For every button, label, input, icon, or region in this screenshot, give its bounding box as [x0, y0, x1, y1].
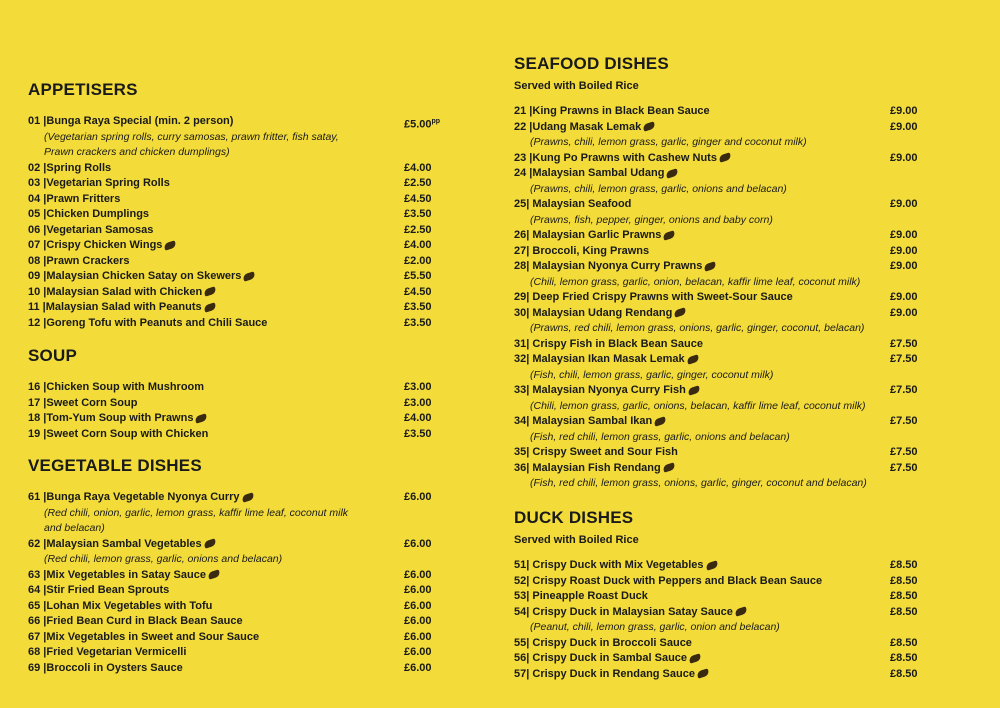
chili-icon	[696, 668, 710, 678]
menu-item	[514, 461, 924, 477]
menu-item	[28, 645, 448, 661]
price-text: £8.50	[890, 590, 918, 602]
duck-subtitle: Served with Boiled Rice	[514, 534, 639, 546]
menu-item-name-text: 27| Broccoli, King Prawns	[514, 244, 650, 257]
menu-item-name	[514, 244, 649, 260]
menu-item-price	[404, 645, 432, 661]
menu-item-name	[28, 285, 216, 301]
duck-list	[514, 558, 924, 682]
price-text: £4.00	[404, 161, 432, 174]
menu-item-name	[514, 197, 631, 213]
price-text: £2.50	[404, 177, 432, 189]
menu-item-name	[28, 537, 216, 553]
menu-item	[514, 667, 924, 683]
menu-item-name	[28, 661, 183, 677]
price-text: £6.00	[404, 537, 432, 550]
menu-item-name	[514, 352, 699, 368]
menu-item-price	[404, 161, 432, 177]
chili-icon	[688, 653, 702, 663]
menu-item	[514, 290, 924, 306]
menu-item-name	[28, 254, 130, 270]
price-text: £9.00	[890, 260, 918, 272]
menu-item-name-text: 08 |Prawn Crackers	[28, 254, 130, 267]
menu-item-name-text: 06 |Vegetarian Samosas	[28, 223, 154, 236]
menu-item	[514, 306, 924, 322]
menu-item	[514, 574, 924, 590]
menu-item-name-text: 34| Malaysian Sambal Ikan	[514, 415, 653, 427]
menu-item-price	[890, 574, 918, 590]
menu-item-name-text: 25| Malaysian Seafood	[514, 198, 632, 210]
menu-item-name-text: 16 |Chicken Soup with Mushroom	[28, 381, 205, 393]
menu-item-price	[404, 269, 432, 285]
chili-icon	[718, 152, 732, 162]
price-text: £9.00	[890, 244, 918, 257]
price-text: £3.50	[404, 316, 432, 329]
menu-item-name	[28, 599, 212, 615]
chili-icon	[642, 121, 656, 131]
menu-item	[514, 445, 924, 461]
menu-item-price	[890, 667, 918, 683]
menu-item-name-text: 23 |Kung Po Prawns with Cashew Nuts	[514, 151, 717, 164]
price-text: £4.00	[404, 412, 432, 424]
menu-item	[28, 238, 448, 254]
menu-item	[28, 316, 448, 332]
menu-item-price	[404, 238, 432, 254]
menu-item	[514, 352, 924, 368]
price-text: £4.50	[404, 285, 432, 298]
menu-item-price	[404, 223, 432, 239]
menu-item-name-text: 10 |Malaysian Salad with Chicken	[28, 285, 203, 298]
menu-item-price	[890, 461, 918, 477]
price-text: £6.00	[404, 599, 432, 612]
menu-item	[28, 583, 448, 599]
menu-item-price	[890, 337, 918, 353]
price-text: £3.50	[404, 301, 432, 313]
menu-item-price	[890, 151, 918, 167]
menu-item-name-text: 01 |Bunga Raya Special (min. 2 person)	[28, 115, 234, 127]
menu-item	[514, 651, 924, 667]
menu-item	[28, 192, 448, 208]
menu-item-price	[404, 411, 432, 427]
menu-item-name-text: 05 |Chicken Dumplings	[28, 208, 150, 220]
menu-item-description: (Prawns, fish, pepper, ginger, onions and baby corn)	[530, 213, 773, 226]
menu-item	[28, 568, 448, 584]
menu-item-price	[890, 636, 918, 652]
menu-item-description: (Vegetarian spring rolls, curry samosas, prawn fritter, fish satay,	[44, 130, 339, 143]
menu-item-name-text: 61 |Bunga Raya Vegetable Nyonya Curry	[28, 491, 240, 503]
price-text: £6.00	[404, 661, 432, 674]
menu-item	[514, 228, 924, 244]
price-text: £8.50	[890, 605, 918, 618]
menu-item-name-text: 29| Deep Fried Crispy Prawns with Sweet-Sour Sauce	[514, 291, 793, 303]
menu-item-name	[28, 583, 169, 599]
menu-item-name	[514, 605, 747, 621]
chili-icon	[203, 538, 217, 548]
menu-item	[514, 259, 924, 275]
menu-item-name	[28, 161, 111, 177]
menu-item-description: (Red chili, lemon grass, garlic, onions and belacan)	[44, 553, 283, 565]
menu-item	[514, 383, 924, 399]
menu-item-name-text: 07 |Crispy Chicken Wings	[28, 239, 163, 251]
menu-item-name-text: 12 |Goreng Tofu with Peanuts and Chili Sauce	[28, 316, 268, 329]
menu-item-description: (Fish, chili, lemon grass, garlic, ginger, coconut milk)	[530, 368, 774, 381]
duck-heading: DUCK DISHES	[514, 508, 634, 527]
menu-item	[28, 161, 448, 177]
menu-item-price	[404, 316, 432, 332]
menu-item-price	[890, 352, 918, 368]
price-text: £6.00	[404, 646, 432, 658]
price-text: £9.00	[890, 105, 918, 117]
menu-item-description: (Fish, red chili, lemon grass, onions, garlic, ginger, coconut and belacan)	[530, 477, 867, 489]
menu-item-name	[514, 667, 709, 683]
chili-icon	[653, 416, 667, 426]
chili-icon	[674, 307, 688, 317]
price-text: £8.50	[890, 652, 918, 664]
price-text: £8.50	[890, 559, 918, 571]
menu-item-price	[404, 630, 432, 646]
menu-item	[514, 104, 924, 120]
price-text: £7.50	[890, 353, 918, 365]
chili-icon	[705, 560, 719, 570]
price-text: £7.50	[890, 384, 918, 396]
menu-item-name	[28, 645, 186, 661]
menu-item-price	[404, 300, 432, 316]
chili-icon	[686, 354, 700, 364]
menu-item	[28, 630, 448, 646]
menu-item	[514, 120, 924, 136]
price-text: £4.00	[404, 239, 432, 251]
menu-item-price	[890, 120, 918, 136]
menu-item-name-text: 62 |Malaysian Sambal Vegetables	[28, 537, 202, 550]
menu-item-price	[890, 445, 918, 461]
menu-item	[28, 396, 448, 412]
menu-item	[514, 605, 924, 621]
menu-item-name-text: 11 |Malaysian Salad with Peanuts	[28, 301, 202, 313]
price-text: £3.50	[404, 427, 432, 440]
menu-item	[28, 300, 448, 316]
seafood-section	[514, 54, 924, 93]
menu-item-price	[890, 244, 918, 260]
menu-item-name	[514, 337, 703, 353]
menu-item	[514, 414, 924, 430]
menu-item-name-text: 09 |Malaysian Chicken Satay on Skewers	[28, 270, 242, 282]
menu-item-price	[890, 558, 918, 574]
menu-item-price	[404, 192, 432, 208]
soup-heading: SOUP	[28, 346, 77, 365]
menu-item-name	[514, 589, 648, 605]
menu-item	[28, 269, 448, 285]
menu-item-name	[514, 445, 678, 461]
menu-item-description: (Prawns, chili, lemon grass, garlic, onions and belacan)	[530, 182, 787, 195]
menu-item-price	[890, 306, 918, 322]
menu-item-name-text: 63 |Mix Vegetables in Satay Sauce	[28, 568, 206, 581]
price-text: £6.00	[404, 491, 432, 503]
chili-icon	[241, 492, 255, 502]
menu-item-name-text: 66 |Fried Bean Curd in Black Bean Sauce	[28, 615, 243, 627]
chili-icon	[203, 302, 217, 312]
menu-item-description: (Fish, red chili, lemon grass, garlic, onions and belacan)	[530, 430, 790, 443]
soup-section	[28, 346, 448, 366]
menu-item-name-text: 03 |Vegetarian Spring Rolls	[28, 177, 170, 189]
menu-item-price	[890, 383, 918, 399]
vegetable-heading: VEGETABLE DISHES	[28, 456, 202, 475]
menu-item-name	[514, 166, 678, 182]
menu-item-name	[28, 568, 220, 584]
menu-item-name-text: 52| Crispy Roast Duck with Peppers and Black Bean Sauce	[514, 574, 823, 587]
menu-item-name	[514, 651, 701, 667]
menu-item-name-text: 04 |Prawn Fritters	[28, 192, 121, 205]
menu-item-name-text: 30| Malaysian Udang Rendang	[514, 306, 673, 319]
menu-item-name	[514, 290, 793, 306]
menu-item-name-text: 69 |Broccoli in Oysters Sauce	[28, 661, 183, 674]
menu-item-price	[404, 568, 432, 584]
menu-item	[514, 589, 924, 605]
menu-item-name-text: 68 |Fried Vegetarian Vermicelli	[28, 646, 187, 658]
chili-icon	[243, 271, 257, 281]
menu-item-name	[28, 176, 170, 192]
menu-item-name	[28, 114, 233, 130]
price-text: £7.50	[890, 461, 918, 474]
price-text: £9.00	[890, 120, 918, 133]
menu-item-price	[404, 254, 432, 270]
menu-item	[514, 166, 924, 182]
menu-item	[28, 661, 448, 677]
menu-item-name-text: 36| Malaysian Fish Rendang	[514, 461, 661, 474]
price-text: £2.00	[404, 254, 432, 267]
vegetable-list	[28, 490, 448, 676]
menu-item-name	[514, 636, 692, 652]
vegetable-section	[28, 456, 448, 476]
price-text: £9.00	[890, 306, 918, 319]
menu-item-name-text: 56| Crispy Duck in Sambal Sauce	[514, 652, 688, 664]
menu-item-name	[514, 574, 822, 590]
menu-item-name-text: 31| Crispy Fish in Black Bean Sauce	[514, 337, 703, 350]
menu-item-price	[404, 599, 432, 615]
menu-item-description: (Chili, lemon grass, garlic, onion, belacan, kaffir lime leaf, coconut milk)	[530, 275, 861, 288]
price-text: £7.50	[890, 415, 918, 427]
menu-item-name-text: 57| Crispy Duck in Rendang Sauce	[514, 667, 695, 680]
menu-item	[514, 244, 924, 260]
price-text: £9.00	[890, 151, 918, 164]
price-text: £8.50	[890, 667, 918, 680]
menu-item-name-text: 32| Malaysian Ikan Masak Lemak	[514, 353, 685, 365]
price-text: £6.00	[404, 630, 432, 643]
menu-item-name	[28, 380, 204, 396]
menu-item-price	[890, 414, 918, 430]
seafood-subtitle: Served with Boiled Rice	[514, 80, 639, 92]
price-text: £5.00	[404, 118, 432, 131]
menu-item-name-text: 54| Crispy Duck in Malaysian Satay Sauce	[514, 605, 733, 618]
menu-item-price	[404, 285, 432, 301]
menu-item-description: (Prawns, red chili, lemon grass, onions, garlic, ginger, coconut, belacan)	[530, 322, 865, 334]
price-text: £9.00	[890, 198, 918, 210]
menu-item-price	[404, 490, 432, 506]
appetisers-list	[28, 114, 448, 331]
seafood-heading: SEAFOOD DISHES	[514, 54, 669, 73]
menu-item-name	[28, 614, 243, 630]
menu-item-name-text: 02 |Spring Rolls	[28, 161, 112, 174]
menu-item-name	[28, 238, 176, 254]
menu-item	[28, 254, 448, 270]
menu-item-name	[514, 151, 731, 167]
menu-item-name-text: 19 |Sweet Corn Soup with Chicken	[28, 427, 209, 440]
menu-item	[514, 337, 924, 353]
menu-item-description: (Red chili, onion, garlic, lemon grass, kaffir lime leaf, coconut milk	[44, 506, 349, 519]
menu-item-name-text: 26| Malaysian Garlic Prawns	[514, 229, 662, 241]
menu-item-price	[890, 651, 918, 667]
menu-item	[514, 197, 924, 213]
price-text: £7.50	[890, 446, 918, 458]
menu-item-name-text: 35| Crispy Sweet and Sour Fish	[514, 446, 678, 458]
menu-item-name	[28, 192, 120, 208]
menu-item-price	[404, 396, 432, 412]
chili-icon	[207, 569, 221, 579]
menu-item	[514, 636, 924, 652]
chili-icon	[687, 385, 701, 395]
chili-icon	[203, 286, 217, 296]
price-text: £3.00	[404, 381, 432, 393]
chili-icon	[704, 261, 718, 271]
menu-item-name	[28, 427, 208, 443]
menu-item-price	[890, 197, 918, 213]
chili-icon	[663, 230, 677, 240]
menu-item	[28, 285, 448, 301]
menu-item-name-text: 18 |Tom-Yum Soup with Prawns	[28, 412, 194, 424]
price-text: £8.50	[890, 636, 918, 649]
menu-item-name	[28, 630, 259, 646]
menu-item-name	[514, 104, 710, 120]
menu-item	[28, 223, 448, 239]
menu-item-price	[890, 290, 918, 306]
chili-icon	[195, 413, 209, 423]
price-text: £6.00	[404, 584, 432, 596]
menu-item-name-text: 17 |Sweet Corn Soup	[28, 396, 138, 409]
menu-item-description: (Prawns, chili, lemon grass, garlic, ginger and coconut milk)	[530, 136, 807, 148]
price-text: £2.50	[404, 223, 432, 236]
menu-item-price	[404, 614, 432, 630]
menu-item-price	[404, 207, 432, 223]
price-text: £3.50	[404, 208, 432, 220]
menu-item-name	[514, 259, 716, 275]
menu-item	[28, 176, 448, 192]
menu-item-description: Prawn crackers and chicken dumplings)	[44, 146, 230, 158]
price-text: £7.50	[890, 337, 918, 350]
chili-icon	[734, 606, 748, 616]
menu-item-name	[28, 300, 216, 316]
menu-item-name-text: 22 |Udang Masak Lemak	[514, 120, 642, 133]
menu-item-name-text: 65 |Lohan Mix Vegetables with Tofu	[28, 599, 213, 612]
menu-item-price	[404, 380, 432, 396]
menu-item-name-text: 51| Crispy Duck with Mix Vegetables	[514, 559, 704, 571]
price-text: £5.50	[404, 270, 432, 282]
price-text: £6.00	[404, 615, 432, 627]
menu-item-name	[514, 461, 675, 477]
menu-item	[28, 537, 448, 553]
menu-item	[28, 411, 448, 427]
menu-item-name-text: 64 |Stir Fried Bean Sprouts	[28, 584, 170, 596]
menu-item	[28, 114, 448, 130]
menu-item-price	[890, 259, 918, 275]
menu-item	[28, 614, 448, 630]
menu-item-name	[28, 269, 255, 285]
menu-item	[28, 427, 448, 443]
appetisers-heading: APPETISERS	[28, 80, 138, 99]
chili-icon	[662, 462, 676, 472]
menu-item	[28, 599, 448, 615]
menu-item-description: (Peanut, chili, lemon grass, garlic, onion and belacan)	[530, 621, 780, 633]
menu-item-name	[514, 383, 700, 399]
menu-item-price	[404, 176, 432, 192]
menu-item-name-text: 67 |Mix Vegetables in Sweet and Sour Sauce	[28, 630, 260, 643]
menu-item-description: and belacan)	[44, 522, 105, 534]
menu-item-price	[404, 583, 432, 599]
duck-section	[514, 508, 924, 547]
menu-item-price	[890, 589, 918, 605]
menu-item	[514, 558, 924, 574]
menu-item-price	[404, 661, 432, 677]
menu-item-name-text: 33| Malaysian Nyonya Curry Fish	[514, 384, 686, 396]
per-person-marker: pp	[431, 118, 441, 125]
price-text: £8.50	[890, 574, 918, 587]
seafood-list	[514, 104, 924, 492]
menu-item-name	[514, 306, 686, 322]
menu-item-name	[28, 411, 207, 427]
menu-item-price	[404, 537, 432, 553]
menu-item-name-text: 24 |Malaysian Sambal Udang	[514, 167, 665, 179]
price-text: £6.00	[404, 568, 432, 581]
menu-item	[28, 207, 448, 223]
menu-item-name	[28, 223, 153, 239]
menu-item-name	[28, 396, 137, 412]
price-text: £9.00	[890, 291, 918, 303]
menu-item-name-text: 21 |King Prawns in Black Bean Sauce	[514, 105, 710, 117]
menu-item-name	[28, 207, 149, 223]
menu-item-name	[28, 490, 254, 506]
menu-item-description: (Chili, lemon grass, garlic, onions, belacan, kaffir lime leaf, coconut milk)	[530, 399, 866, 412]
menu-item-name	[28, 316, 267, 332]
menu-item	[28, 380, 448, 396]
menu-item-price	[890, 228, 918, 244]
price-text: £9.00	[890, 229, 918, 241]
price-text: £4.50	[404, 192, 432, 205]
chili-icon	[666, 168, 680, 178]
menu-item-price	[890, 104, 918, 120]
menu-item-name-text: 53| Pineapple Roast Duck	[514, 590, 648, 602]
chili-icon	[164, 240, 178, 250]
menu-item-price	[890, 605, 918, 621]
menu-item-name	[514, 228, 675, 244]
menu-item-name	[514, 120, 655, 136]
menu-item-name-text: 28| Malaysian Nyonya Curry Prawns	[514, 260, 703, 272]
soup-list	[28, 380, 448, 442]
menu-item-name	[514, 414, 666, 430]
menu-item-price	[404, 427, 432, 443]
menu-item	[514, 151, 924, 167]
menu-item-price	[404, 114, 440, 133]
appetisers-section	[28, 80, 448, 100]
menu-item	[28, 490, 448, 506]
menu-item-name	[514, 558, 718, 574]
price-text: £3.00	[404, 396, 432, 409]
menu-item-name-text: 55| Crispy Duck in Broccoli Sauce	[514, 636, 692, 649]
